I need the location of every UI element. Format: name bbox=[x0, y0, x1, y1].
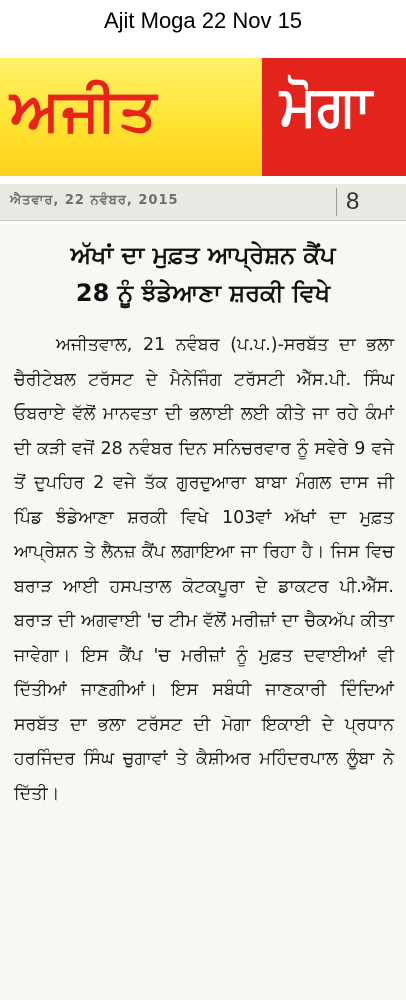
page-number: 8 bbox=[346, 188, 360, 215]
newspaper-masthead bbox=[0, 58, 406, 176]
news-article bbox=[0, 224, 406, 1000]
article-paragraph: ਅਜੀਤਵਾਲ, 21 ਨਵੰਬਰ (ਪ.ਪ.)-ਸਰਬੱਤ ਦਾ ਭਲਾ ਚੈਰੀਟੇਬਲ ਟਰੱਸਟ ਦੇ ਮੈਨੇਜਿੰਗ ਟਰੱਸਟੀ ਐੱਸ.ਪੀ. ਸਿੰਘ ਓਬਰਾਏ ਵੱਲੋਂ ਮਾਨਵਤਾ ਦੀ ਭਲਾਈ ਲਈ ਕੀਤੇ ਜਾ ਰਹੇ ਕੰਮਾਂ ਦੀ ਕੜੀ ਵਜੋਂ 28 ਨਵੰਬਰ ਦਿਨ ਸਨਿਚਰਵਾਰ ਨੂੰ ਸਵੇਰੇ 9 ਵਜੇ ਤੋਂ ਦੁਪਹਿਰ 2 ਵਜੇ ਤੱਕ ਗੁਰਦੁਆਰਾ ਬਾਬਾ ਮੰਗਲ ਦਾਸ ਜੀ ਪਿੰਡ ਝੰਡੇਆਣਾ ਸ਼ਰਕੀ ਵਿਖੇ 103ਵਾਂ ਅੱਖਾਂ ਦਾ ਮੁਫ਼ਤ ਆਪ੍ਰੇਸ਼ਨ ਤੇ ਲੈਨਜ਼ ਕੈਂਪ ਲਗਾਇਆ ਜਾ ਰਿਹਾ ਹੈ। ਜਿਸ ਵਿਚ ਬਰਾੜ ਆਈ ਹਸਪਤਾਲ ਕੋਟਕਪੂਰਾ ਦੇ ਡਾਕਟਰ ਪੀ.ਐੱਸ. ਬਰਾੜ ਦੀ ਅਗਵਾਈ 'ਚ ਟੀਮ ਵੱਲੋਂ ਮਰੀਜ਼ਾਂ ਦਾ ਚੈਕਅੱਪ ਕੀਤਾ ਜਾਵੇਗਾ। ਇਸ ਕੈਂਪ 'ਚ ਮਰੀਜ਼ਾਂ ਨੂੰ ਮੁਫ਼ਤ ਦਵਾਈਆਂ ਵੀ ਦਿੱਤੀਆਂ ਜਾਣਗੀਆਂ। ਇਸ ਸਬੰਧੀ ਜਾਣਕਾਰੀ ਦਿੰਦਿਆਂ ਸਰਬੱਤ ਦਾ ਭਲਾ ਟਰੱਸਟ ਦੀ ਮੋਗਾ ਇਕਾਈ ਦੇ ਪ੍ਰਧਾਨ ਹਰਜਿੰਦਰ ਸਿੰਘ ਚੁਗਾਵਾਂ ਤੇ ਕੈਸ਼ੀਅਰ ਮਹਿੰਦਰਪਾਲ ਲੂੰਬਾ ਨੇ ਦਿੱਤੀ। bbox=[14, 335, 394, 804]
headline-line-2: 28 ਨੂੰ ਝੰਡੇਆਣਾ ਸ਼ਰਕੀ ਵਿਖੇ bbox=[75, 279, 331, 307]
article-headline bbox=[0, 224, 406, 312]
article-body bbox=[0, 312, 406, 811]
issue-date: ਐਤਵਾਰ, 22 ਨਵੰਬਰ, 2015 bbox=[10, 193, 179, 208]
headline-line-1: ਅੱਖਾਂ ਦਾ ਮੁਫ਼ਤ ਆਪ੍ਰੇਸ਼ਨ ਕੈਂਪ bbox=[70, 241, 336, 269]
edition-city: ਮੋਗਾ bbox=[280, 74, 372, 139]
clipping-caption: Ajit Moga 22 Nov 15 bbox=[103, 8, 303, 33]
dateline-divider bbox=[336, 188, 337, 216]
dateline-bar bbox=[0, 184, 406, 221]
newspaper-logo: ਅਜੀਤ bbox=[10, 76, 159, 144]
masthead-city-panel bbox=[262, 58, 406, 176]
masthead-brand-panel bbox=[0, 58, 262, 176]
